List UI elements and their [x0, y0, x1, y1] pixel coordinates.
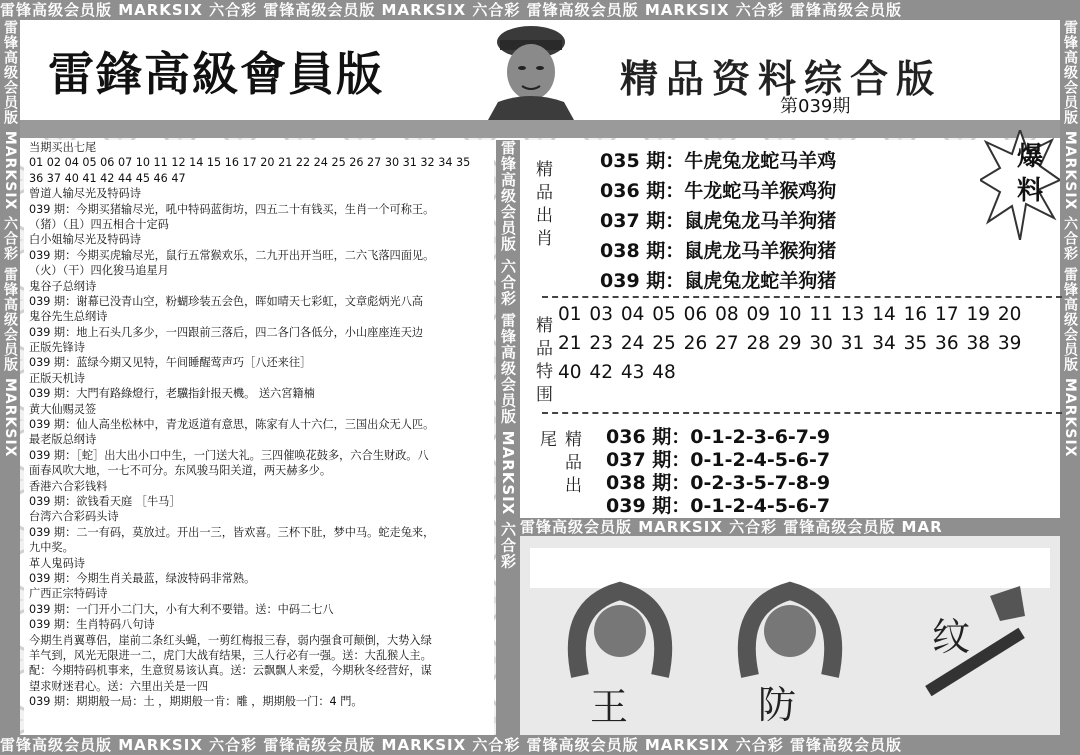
text-line: 今期生肖翼尊侣，崖前二条红头蝇，一剪红梅报三春，弱内强食可颠倒，大势入绿	[29, 633, 432, 647]
burst-text: 爆料	[1016, 142, 1043, 206]
text-line: 01 02 04 05 06 07 10 11 12 14 15 16 17 20 21 22 24 25 26 27 30 31 32 34 35	[29, 156, 471, 170]
dashed-divider	[542, 412, 1062, 414]
text-line: 配：今期特码机事来，生意贸易该认真。送：云飘飘人来爱，今期秋冬经营好，谋	[29, 664, 432, 678]
zodiac-row: 036 期：牛龙蛇马羊猴鸡狗	[600, 180, 837, 202]
text-line: 黄大仙赐灵签	[29, 402, 97, 416]
left-text-panel	[24, 140, 494, 735]
text-line: 正版先锋诗	[29, 341, 85, 355]
text-line: 鬼谷子总纲诗	[29, 279, 97, 293]
text-line: 当期买出七尾	[29, 141, 97, 154]
text-line: 台湾六合彩码头诗	[29, 510, 119, 524]
bottom-image-panel	[520, 536, 1060, 735]
tail-section-label: 精品出尾	[536, 430, 581, 499]
top-banner: 雷锋高级会员版 MARKSIX 六合彩 雷锋高级会员版 MARKSIX 六合彩 雷锋高级会员版 MARKSIX 六合彩 雷锋高级会员版	[0, 0, 1080, 20]
special-section-label: 精品特围	[532, 316, 552, 408]
text-line: 039 期：今期生肖关最蓝，绿波特码非常熟。	[29, 571, 256, 585]
left-banner: 雷锋高级会员版 MARKSIX 六合彩 雷锋高级会员版 MARKSIX	[0, 20, 20, 735]
text-line: 鬼谷先生总纲诗	[29, 310, 108, 324]
text-line: 广西正宗特码诗	[29, 587, 108, 601]
tail-row: 038 期：0-2-3-5-7-8-9	[606, 472, 831, 494]
bottom-banner: 雷锋高级会员版 MARKSIX 六合彩 雷锋高级会员版 MARKSIX 六合彩 雷锋高级会员版 MARKSIX 六合彩 雷锋高级会员版	[0, 735, 1080, 755]
text-line: 039 期：二一有码，莫放过。开出一三，皆欢喜。三杯下肚，梦中马。蛇走兔来，	[29, 525, 435, 539]
text-line: 039 期：生肖特码八句诗	[29, 618, 155, 632]
header-divider	[20, 120, 1060, 138]
tail-row: 039 期：0-1-2-4-5-6-7	[606, 495, 831, 517]
badge-fang: 防	[758, 683, 797, 727]
subtitle: 精品资料综合版	[620, 56, 943, 101]
text-line: 羊气到，风光无限进一二，虎门大战有结果，三人行必有一强。送：大乱猴人主。	[29, 648, 432, 662]
text-line: 039 期：仙人高坐松林中，青龙返道有意思，陈家有人十六仁，三国出众无人匹。	[29, 418, 435, 432]
text-line: 039 期：今期买猪输尽光，吼中特码蓝街坊，四五二十有钱买，生肖一个可称王。	[29, 202, 435, 216]
text-line: 039 期：地上石头几多少，一四跟前三落后，四二各门各低分，小山座座连天边	[29, 325, 424, 339]
dashed-divider	[542, 296, 1062, 298]
text-line: 望求财迷君心。送：六里出关是一四	[29, 679, 209, 693]
zodiac-row: 038 期：鼠虎龙马羊猴狗猪	[600, 240, 837, 262]
text-line: 最老版总纲诗	[29, 433, 97, 447]
text-line: 039 期：蓝绿今期又见特，午间睡醒莺声巧［八还来往］	[29, 356, 312, 370]
zodiac-section-label: 精品出肖	[532, 160, 552, 252]
text-line: 039 期：欲钱看天庭 ［牛马］	[29, 494, 181, 508]
zodiac-row: 037 期：鼠虎兔龙马羊狗猪	[600, 210, 837, 232]
right-data-panel	[520, 140, 1060, 518]
text-line: 正版天机诗	[29, 371, 85, 385]
text-line: 039 期：一门开小二门大，小有大利不要错。送：中码二七八	[29, 602, 334, 616]
issue-number: 第039期	[780, 96, 851, 117]
text-line: （猪）（且）四五相合十定码	[29, 217, 169, 231]
text-line: 九中奖。	[29, 541, 74, 555]
text-line: 039 期：期期般一局：土 ，期期般一肯：雕 ，期期般一门：4 門。	[29, 695, 363, 709]
text-line: 香港六合彩钱料	[29, 479, 108, 493]
text-line: 曾道人输尽光及特码诗	[29, 187, 141, 201]
tail-row: 037 期：0-1-2-4-5-6-7	[606, 449, 831, 471]
text-line: 白小姐输尽光及特码诗	[29, 233, 141, 247]
badge-wen: 纹	[932, 615, 971, 659]
text-line: 039 期：［蛇］出大出小口中生，一门送大礼。三四催唤花鼓多，六合生财政。八	[29, 448, 429, 462]
text-line: 革人鬼码诗	[29, 556, 85, 570]
badge-wang: 王	[590, 685, 629, 729]
horseshoe-icon	[560, 576, 680, 686]
portrait-image	[488, 20, 574, 120]
text-line: 36 37 40 41 42 44 45 46 47	[29, 171, 186, 185]
middle-banner: 雷锋高级会员版 六合彩 雷锋高级会员版 MARKSIX 六合彩	[496, 140, 520, 735]
special-numbers: 01 03 04 05 06 08 09 10 11 13 14 16 17 19 20 21 23 24 25 26 27 28 29 30 31 34 35 36 38 39 40 42 43 48	[558, 304, 1022, 383]
header	[20, 20, 1060, 120]
right-banner: 雷锋高级会员版 MARKSIX 六合彩 雷锋高级会员版 MARKSIX	[1060, 20, 1080, 735]
text-line: （火）（干）四化狻马追星月	[29, 264, 169, 278]
zodiac-row: 039 期：鼠虎兔龙蛇羊狗猪	[600, 270, 837, 292]
page-title: 雷鋒高級會員版	[48, 47, 384, 101]
text-line: 039 期：谢幕已没青山空，粉蝴珍装五会色，晖如晴天七彩虹，文章彪炳光八高	[29, 294, 424, 308]
tail-row: 036 期：0-1-2-3-6-7-9	[606, 426, 831, 448]
zodiac-row: 035 期：牛虎兔龙蛇马羊鸡	[600, 150, 837, 172]
horseshoe-icon	[730, 576, 850, 686]
text-line: 039 期：大門有路綠燈行，老驥指針报天機。 送六宮籍楠	[29, 387, 315, 401]
section-banner: 雷锋高级会员版 MARKSIX 六合彩 雷锋高级会员版 MAR	[520, 518, 1060, 536]
text-line: 039 期：今期买虎输尽光，鼠行五常猴欢乐，二九开出开当旺，二六飞落四面见。	[29, 248, 435, 262]
text-line: 面春风吹大地，一七不可分。东风骏马阳关道，两天赫多少。	[29, 464, 332, 478]
